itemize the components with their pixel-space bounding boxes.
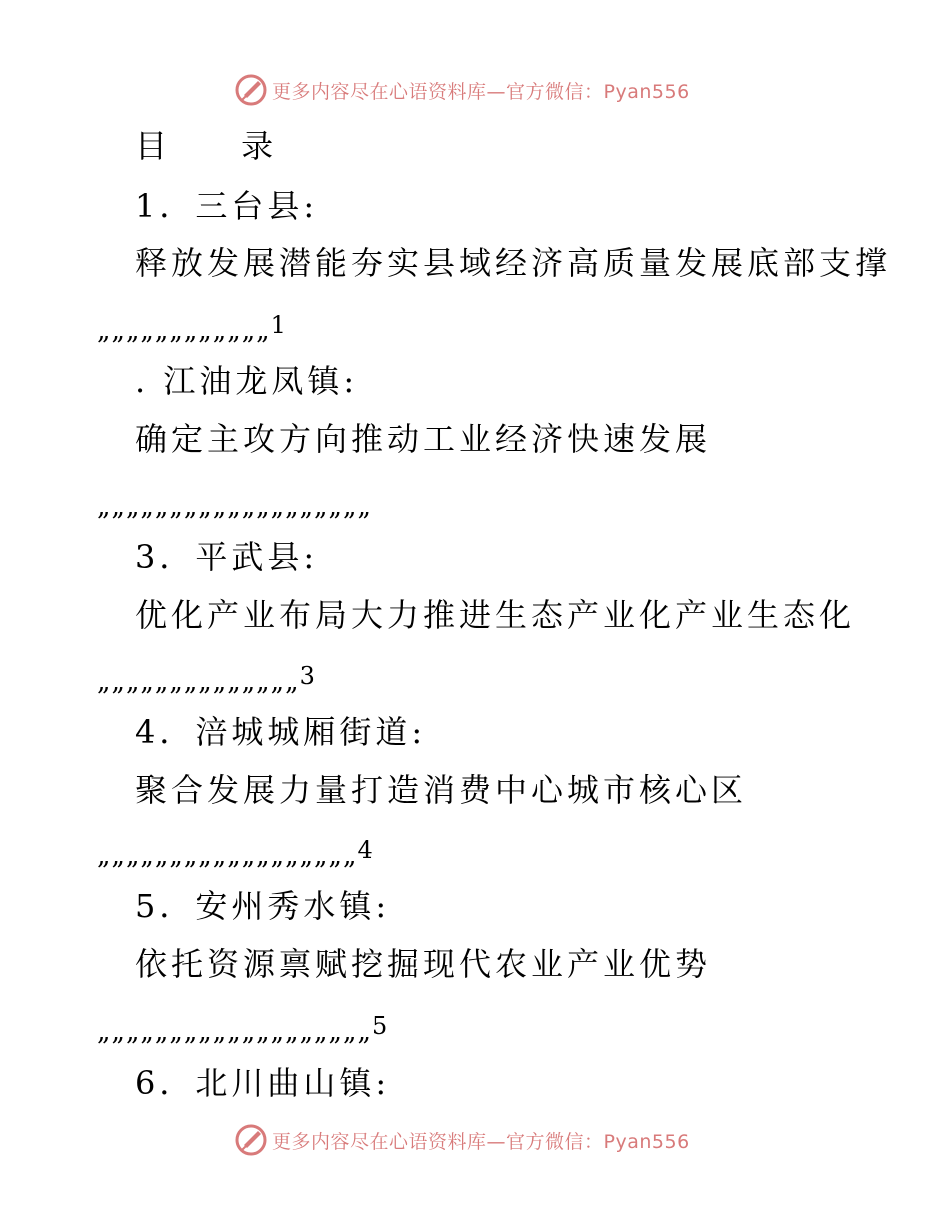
watermark-text: 更多内容尽在心语资料库—官方微信：Pyan556 xyxy=(272,1130,690,1153)
toc-entry-leader: „„„„„„„„„„„„1 xyxy=(97,311,286,346)
toc-entry-label: 4．涪城城厢街道: xyxy=(135,713,427,751)
logo-icon xyxy=(234,1123,268,1157)
toc-entry-label: . 江油龙凤镇: xyxy=(135,362,359,400)
toc-entry-leader: „„„„„„„„„„„„„„3 xyxy=(97,662,315,697)
toc-entry-leader: „„„„„„„„„„„„„„„„„„„5 xyxy=(97,1012,388,1047)
toc-entry-label: 5．安州秀水镇: xyxy=(135,887,391,925)
watermark-header xyxy=(234,73,690,107)
toc-heading: 目 录 xyxy=(135,127,306,165)
toc-entry-leader: „„„„„„„„„„„„„„„„„„„ xyxy=(97,492,372,522)
toc-entry-title: 依托资源禀赋挖掘现代农业产业优势 xyxy=(135,945,712,983)
watermark-footer xyxy=(234,1123,690,1157)
toc-page-number: 1 xyxy=(270,311,286,339)
toc-page-number: 3 xyxy=(299,662,315,690)
toc-entry-label: 3．平武县: xyxy=(135,538,319,576)
toc-entry-label: 1．三台县: xyxy=(135,187,319,225)
watermark-text: 更多内容尽在心语资料库—官方微信：Pyan556 xyxy=(272,80,690,103)
toc-entry-title: 释放发展潜能夯实县域经济高质量发展底部支撑 xyxy=(135,244,892,282)
toc-page-number: 4 xyxy=(357,836,373,864)
toc-entry-title: 确定主攻方向推动工业经济快速发展 xyxy=(135,420,712,458)
toc-entry-label: 6．北川曲山镇: xyxy=(135,1064,391,1102)
toc-entry-title: 优化产业布局大力推进生态产业化产业生态化 xyxy=(135,596,856,634)
logo-icon xyxy=(234,73,268,107)
toc-page-number: 5 xyxy=(371,1012,388,1040)
toc-entry-title: 聚合发展力量打造消费中心城市核心区 xyxy=(135,771,748,809)
toc-entry-leader: „„„„„„„„„„„„„„„„„„4 xyxy=(97,836,373,871)
